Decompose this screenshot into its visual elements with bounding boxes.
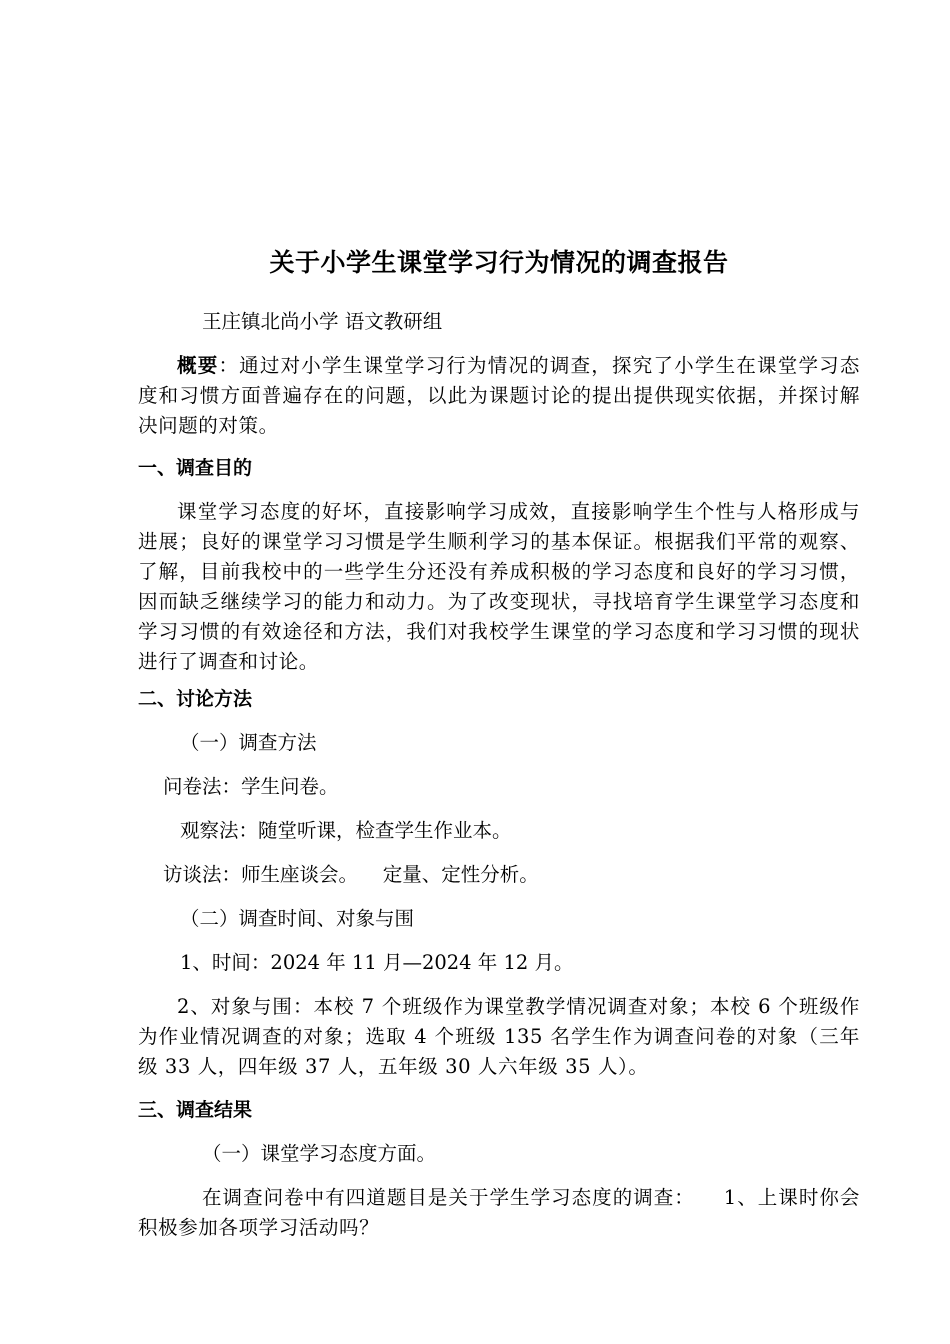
method-questionnaire: 问卷法：学生问卷。 [163,775,339,798]
method-interview: 访谈法：师生座谈会。 定量、定性分析。 [163,863,539,886]
purpose-paragraph: 课堂学习态度的好坏，直接影响学习成效，直接影响学生个性与人格形成与进展；良好的课堂学习习惯是学生顺利学习的基本保证。根据我们平常的观察、了解，目前我校中的一些学生分还没有养成积极的学习态度和良好的学习习惯，因而缺乏继续学习的能力和动力。为了改变现状，寻找培育学生课堂学习态度和学习习惯的有效途径和方法，我们对我校学生课堂的学习态度和学习习惯的现状进行了调查和讨论。 [138,500,860,673]
abstract-text: ：通过对小学生课堂学习行为情况的调查，探究了小学生在课堂学习态度和习惯方面普遍存在的问题，以此为课题讨论的提出提供现实依据，并探讨解决问题的对策。 [138,354,860,437]
abstract-label: 概要 [177,354,219,377]
subheading-time-object: （二）调查时间、对象与围 [180,907,415,930]
section-heading-method: 二、讨论方法 [138,688,253,710]
time-item: 1、时间：2024 年 11 月—2024 年 12 月。 [180,951,574,974]
section-heading-purpose: 一、调查目的 [138,457,253,479]
section-heading-results: 三、调查结果 [138,1099,253,1121]
results-intro-paragraph: 在调查问卷中有四道题目是关于学生学习态度的调查： 1、上课时你会积极参加各项学习活动吗？ [138,1186,860,1239]
subheading-survey-method: （一）调查方法 [180,731,317,754]
author-line: 王庄镇北尚小学 语文教研组 [202,310,443,333]
document-title: 关于小学生课堂学习行为情况的调查报告 [269,248,729,277]
method-observation: 观察法：随堂听课，检查学生作业本。 [180,819,512,842]
object-paragraph: 2、对象与围：本校 7 个班级作为课堂教学情况调查对象；本校 6 个班级作为作业情况调查的对象；选取 4 个班级 135 名学生作为调查问卷的对象（三年级 33 人，四年级 37 人，五年级 30 人六年级 35 人）。 [138,995,860,1078]
subheading-attitude: （一）课堂学习态度方面。 [202,1142,437,1165]
abstract-paragraph [138,351,860,441]
